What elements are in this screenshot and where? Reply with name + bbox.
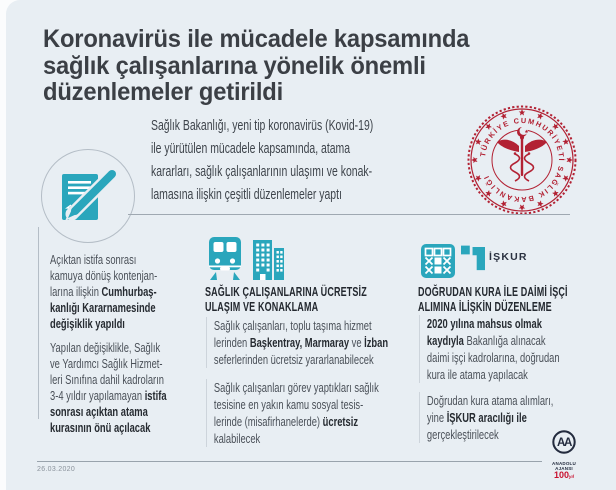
page-title: Koronavirüs ile mücadele kapsamında sağlık çalışanlarına yönelik önemli düzenlemeler getirildi [43, 25, 470, 106]
building-icon [250, 239, 286, 281]
decree-paragraph-1: Açıktan istifa sonrası kamuya dönüş kontenjan- larına ilişkin Cumhurbaş- kanlığı Kararnamesinde değişiklik yapıldı [50, 252, 158, 331]
iskur-paragraph-1: 2020 yılına mahsus olmak kaydıyla Bakanlığa alınacak daimi işçi kadrolarına, doğrudan kura ile atama yapılacak [419, 315, 560, 383]
iskur-logo [461, 242, 485, 276]
transport-paragraph-1: Sağlık çalışanları, toplu taşıma hizmet lerinden Başkentray, Marmaray ve İzban seferlerinden ücretsiz yararlanabilecek [206, 317, 388, 368]
lottery-grid-icon [420, 243, 456, 279]
train-icon [207, 236, 243, 282]
connector-line-horizontal [128, 214, 570, 215]
centennial-mark: 100yıl [553, 470, 575, 480]
aa-monogram-icon [551, 429, 577, 455]
transport-section-heading: SAĞLIK ÇALIŞANLARINA ÜCRETSİZ ULAŞIM VE KONAKLAMA [205, 285, 367, 314]
intro-text: Sağlık Bakanlığı, yeni tip koronavirüs (Kovid-19) ile yürütülen mücadele kapsamında, atama kararları, sağlık çalışanlarının ulaşımı ve konak- lamasına ilişkin çeşitli düzenlemeler yaptı [151, 118, 374, 203]
health-ministry-seal [466, 104, 578, 216]
transport-paragraph-2: Sağlık çalışanları görev yaptıkları sağlık tesisine en yakın kamu sosyal tesis- lerinde (misafirhanelerde) ücretsiz kalabilecek [206, 379, 379, 447]
agency-name: ANADOLU AJANSI [552, 461, 576, 471]
svg-text:TÜRKİYE CUMHURİYETİ SAĞLIK BAK: TÜRKİYE CUMHURİYETİ SAĞLIK BAKANLIĞI [478, 115, 567, 205]
document-pen-icon [60, 166, 122, 224]
iskur-paragraph-2: Doğrudan kura atama alımları, yine İŞKUR aracılığı ile gerçekleştirilecek [419, 392, 553, 443]
iskur-wordmark: İŞKUR [489, 251, 528, 263]
iskur-section-heading: DOĞRUDAN KURA İLE DAİMİ İŞÇİ ALIMINA İLİŞKİN DÜZENLEME [418, 285, 568, 314]
caduceus-icon [497, 127, 547, 181]
aa-logo [543, 429, 585, 481]
svg-text:AA: AA [557, 436, 571, 450]
footer-divider [37, 461, 542, 462]
decree-paragraph-2: Yapılan değişiklikle, Sağlık ve Yardımcı Sağlık Hizmet- leri Sınıfına dahil kadroların 3-4 yıldır yapılamayan istifa sonrası açıktan atama kurasının önü açılacak [50, 340, 167, 435]
connector-line-vertical [38, 227, 39, 419]
publish-date: 26.03.2020 [37, 466, 76, 473]
